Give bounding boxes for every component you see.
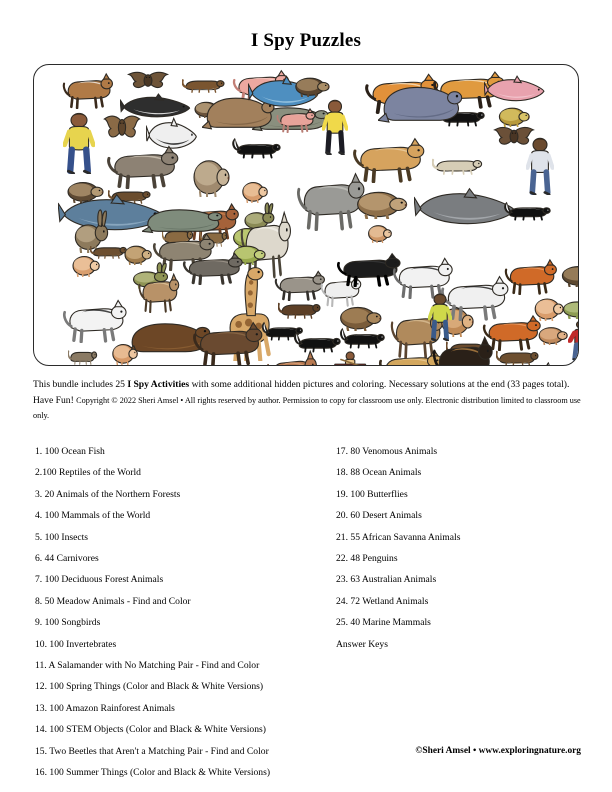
- contents-item-5: 5. 100 Insects: [35, 531, 89, 543]
- intro-text-part2: with some additional hidden pictures and coloring. Necessary solutions at the end (33 pages total). Have Fun!: [33, 379, 570, 406]
- contents-item-9: 9. 100 Songbirds: [35, 617, 101, 629]
- collage-item-child-blue-jeans: [526, 137, 554, 195]
- collage-item-bat-3: [496, 365, 544, 366]
- collage-item-hedgehog-4: [558, 261, 579, 287]
- collage-item-child-sitting: [568, 319, 579, 361]
- collage-item-hamster-4: [110, 339, 138, 365]
- collage-item-skunk-3: [502, 201, 552, 221]
- contents-item-13: 13. 100 Amazon Rainforest Animals: [35, 702, 175, 714]
- contents-item-14: 14. 100 STEM Objects (Color and Black & White Versions): [35, 724, 266, 736]
- collage-item-hamster-1: [240, 177, 268, 203]
- intro-text-part1: This bundle includes 25: [33, 379, 128, 390]
- collage-item-rabbit-4: [560, 291, 579, 319]
- collage-item-frog-1: [496, 103, 530, 127]
- contents-item-7: 7. 100 Deciduous Forest Animals: [35, 574, 164, 586]
- footer-credit: ©Sheri Amsel • www.exploringnature.org: [415, 746, 581, 756]
- collage-item-bobcat: [138, 271, 180, 313]
- collage-item-gray-wolf: [106, 143, 180, 189]
- contents-item-8: 24. 72 Wetland Animals: [336, 595, 429, 607]
- collage-item-beagle-dog: [62, 71, 114, 109]
- collage-item-elephant-seal: [378, 77, 464, 129]
- page-title: I Spy Puzzles: [250, 30, 362, 51]
- contents-item-1: 1. 100 Ocean Fish: [35, 446, 105, 457]
- contents-item-7: 23. 63 Australian Animals: [336, 574, 437, 586]
- collage-item-bison: [192, 319, 264, 366]
- collage-item-skunk-1: [230, 137, 282, 159]
- contents-item-5: 21. 55 African Savanna Animals: [336, 531, 461, 543]
- collage-item-weasel-3: [496, 347, 540, 366]
- collage-item-child-yellow-shirt: [322, 99, 348, 155]
- collage-stage: [34, 65, 578, 365]
- collage-item-ferret: [432, 155, 484, 175]
- contents-item-3: 19. 100 Butterflies: [336, 488, 408, 500]
- contents-item-15: 15. Two Beetles that Aren't a Matching Pair - Find and Color: [35, 745, 269, 757]
- contents-item-9: 25. 40 Marine Mammals: [336, 617, 431, 629]
- collage-item-hamster-6: [536, 323, 568, 345]
- collage-item-skunk-6: [338, 327, 386, 349]
- collage-item-child-in-canoe: [320, 349, 378, 366]
- contents-left-column: [35, 441, 335, 784]
- contents-right-column: [336, 441, 581, 655]
- collage-item-pig-2: [276, 107, 316, 133]
- contents-item-4: 20. 60 Desert Animals: [336, 510, 422, 522]
- contents-item-1: 17. 80 Venomous Animals: [336, 446, 438, 457]
- collage-item-brown-bat: [126, 70, 170, 92]
- collage-item-hamster-3: [70, 251, 100, 277]
- copyright-notice: Copyright © 2022 Sheri Amsel • All rights reserved by author. Permission to copy for classroom use only. Electronic distribution limited to classroom use only.: [33, 395, 581, 420]
- contents-item-8: 8. 50 Meadow Animals - Find and Color: [35, 595, 191, 607]
- collage-item-red-fox-1: [504, 257, 558, 295]
- collage-item-mink: [278, 299, 322, 319]
- contents-item-2: 18. 88 Ocean Animals: [336, 467, 422, 479]
- contents-item-12: 12. 100 Spring Things (Color and Black & White Versions): [35, 681, 264, 693]
- collage-item-skunk-7: [544, 361, 579, 366]
- collage-item-fruit-bat: [102, 113, 142, 143]
- contents-item-2: 2.100 Reptiles of the World: [35, 467, 141, 479]
- collage-item-armadillo: [352, 185, 408, 219]
- contents-item-10: Answer Keys: [336, 638, 388, 650]
- intro-bold-activities: I Spy Activities: [127, 379, 190, 390]
- collage-item-raccoon: [274, 269, 326, 301]
- contents-item-11: 11. A Salamander with No Matching Pair - Find and Color: [35, 660, 260, 672]
- contents-item-6: 6. 44 Carnivores: [35, 553, 99, 565]
- collage-item-hamster-2: [366, 221, 392, 243]
- contents-item-4: 4. 100 Mammals of the World: [35, 510, 151, 522]
- contents-item-3: 3. 20 Animals of the Northern Forests: [35, 488, 181, 500]
- collage-image: [33, 64, 579, 366]
- collage-item-koala: [190, 151, 230, 197]
- collage-item-mouse-1: [68, 347, 98, 365]
- contents-item-10: 10. 100 Invertebrates: [35, 638, 117, 650]
- collage-item-german-shepherd: [432, 333, 494, 366]
- collage-item-kangaroo: [266, 347, 318, 366]
- collage-item-horse-tan: [352, 135, 426, 183]
- contents-item-16: 16. 100 Summer Things (Color and Black & White Versions): [35, 767, 271, 779]
- collage-item-hedgehog-3: [292, 73, 330, 97]
- collage-item-pink-dolphin: [484, 75, 546, 103]
- contents-item-6: 22. 48 Penguins: [336, 553, 398, 565]
- intro-paragraph: [33, 377, 581, 424]
- collage-item-child-yellow-coat: [63, 112, 95, 174]
- collage-item-holstein-cow: [62, 297, 128, 343]
